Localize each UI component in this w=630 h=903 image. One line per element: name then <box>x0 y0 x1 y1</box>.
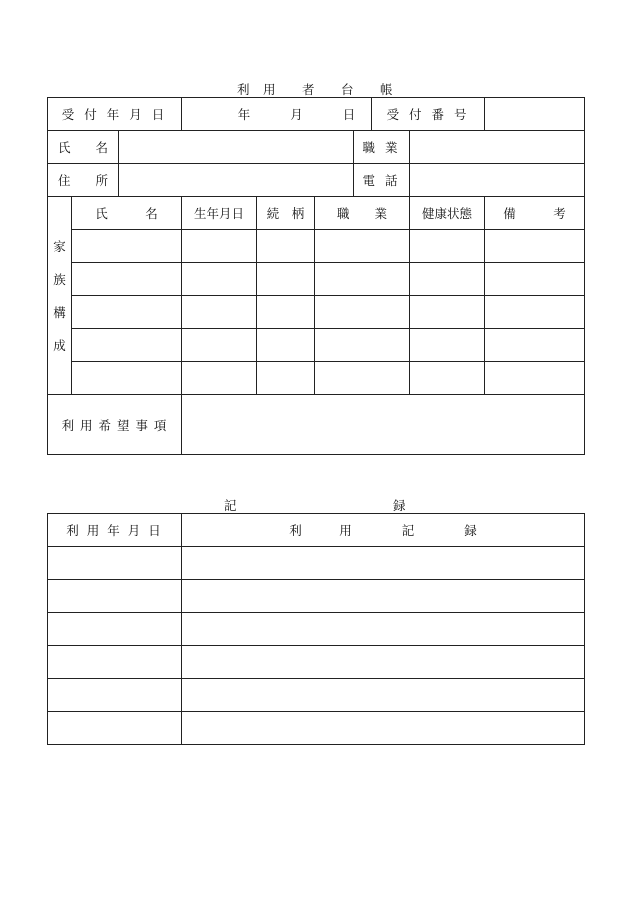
record-header-content: 利 用 記 録 <box>182 514 585 547</box>
family-header-remarks: 備 考 <box>485 197 585 230</box>
family-health-cell[interactable] <box>410 362 485 395</box>
record-content-cell[interactable] <box>182 679 585 712</box>
record-row <box>48 646 585 679</box>
family-birthdate-cell[interactable] <box>182 362 257 395</box>
family-name-cell[interactable] <box>72 329 182 362</box>
record-row <box>48 679 585 712</box>
record-table <box>47 513 585 745</box>
date-month: 月 <box>290 107 303 122</box>
family-relation-cell[interactable] <box>257 296 315 329</box>
family-label-char: 構 <box>53 304 66 320</box>
family-row <box>48 230 585 263</box>
occupation-label: 職 業 <box>354 131 410 164</box>
reception-date-field[interactable] <box>182 98 372 131</box>
family-remarks-cell[interactable] <box>485 296 585 329</box>
record-date-cell[interactable] <box>48 646 182 679</box>
reception-number-label: 受 付 番 号 <box>372 98 485 131</box>
occupation-field[interactable] <box>410 131 585 164</box>
registry-table <box>47 97 585 455</box>
record-date-cell[interactable] <box>48 712 182 745</box>
family-row <box>48 263 585 296</box>
family-name-cell[interactable] <box>72 230 182 263</box>
family-occupation-cell[interactable] <box>315 362 410 395</box>
family-health-cell[interactable] <box>410 230 485 263</box>
family-row <box>48 296 585 329</box>
family-header-name: 氏 名 <box>72 197 182 230</box>
family-relation-cell[interactable] <box>257 263 315 296</box>
family-name-cell[interactable] <box>72 263 182 296</box>
family-remarks-cell[interactable] <box>485 263 585 296</box>
record-row <box>48 580 585 613</box>
record-content-cell[interactable] <box>182 580 585 613</box>
family-occupation-cell[interactable] <box>315 263 410 296</box>
record-title: 記 録 <box>223 498 406 513</box>
name-field[interactable] <box>119 131 354 164</box>
record-date-cell[interactable] <box>48 580 182 613</box>
family-occupation-cell[interactable] <box>315 296 410 329</box>
family-label-char: 家 <box>53 238 66 254</box>
family-row <box>48 329 585 362</box>
family-name-cell[interactable] <box>72 362 182 395</box>
date-day: 日 <box>342 107 356 122</box>
family-label-char: 成 <box>53 337 66 353</box>
family-row <box>48 362 585 395</box>
date-year: 年 <box>237 107 251 122</box>
address-label: 住 所 <box>48 164 119 197</box>
address-field[interactable] <box>119 164 354 197</box>
family-relation-cell[interactable] <box>257 362 315 395</box>
family-remarks-cell[interactable] <box>485 230 585 263</box>
family-header-occupation: 職 業 <box>315 197 410 230</box>
family-section-label <box>48 197 72 395</box>
record-content-cell[interactable] <box>182 613 585 646</box>
name-label: 氏 名 <box>48 131 119 164</box>
family-birthdate-cell[interactable] <box>182 296 257 329</box>
family-health-cell[interactable] <box>410 296 485 329</box>
record-content-cell[interactable] <box>182 646 585 679</box>
family-header-relation: 続 柄 <box>257 197 315 230</box>
family-header-birthdate: 生年月日 <box>182 197 257 230</box>
phone-label: 電 話 <box>354 164 410 197</box>
family-occupation-cell[interactable] <box>315 329 410 362</box>
family-birthdate-cell[interactable] <box>182 329 257 362</box>
family-remarks-cell[interactable] <box>485 362 585 395</box>
record-header-date: 利 用 年 月 日 <box>48 514 182 547</box>
record-content-cell[interactable] <box>182 712 585 745</box>
family-remarks-cell[interactable] <box>485 329 585 362</box>
phone-field[interactable] <box>410 164 585 197</box>
wishes-label: 利 用 希 望 事 項 <box>48 395 182 455</box>
family-occupation-cell[interactable] <box>315 230 410 263</box>
family-birthdate-cell[interactable] <box>182 230 257 263</box>
record-row <box>48 547 585 580</box>
family-health-cell[interactable] <box>410 329 485 362</box>
wishes-field[interactable] <box>182 395 585 455</box>
record-row <box>48 712 585 745</box>
family-label-char: 族 <box>53 271 66 287</box>
family-relation-cell[interactable] <box>257 329 315 362</box>
record-date-cell[interactable] <box>48 547 182 580</box>
registry-title: 利 用 者 台 帳 <box>236 82 393 97</box>
record-row <box>48 613 585 646</box>
reception-date-label: 受 付 年 月 日 <box>48 98 182 131</box>
record-content-cell[interactable] <box>182 547 585 580</box>
family-health-cell[interactable] <box>410 263 485 296</box>
family-name-cell[interactable] <box>72 296 182 329</box>
record-date-cell[interactable] <box>48 679 182 712</box>
family-birthdate-cell[interactable] <box>182 263 257 296</box>
reception-number-field[interactable] <box>485 98 585 131</box>
family-relation-cell[interactable] <box>257 230 315 263</box>
family-header-health: 健康状態 <box>410 197 485 230</box>
record-date-cell[interactable] <box>48 613 182 646</box>
